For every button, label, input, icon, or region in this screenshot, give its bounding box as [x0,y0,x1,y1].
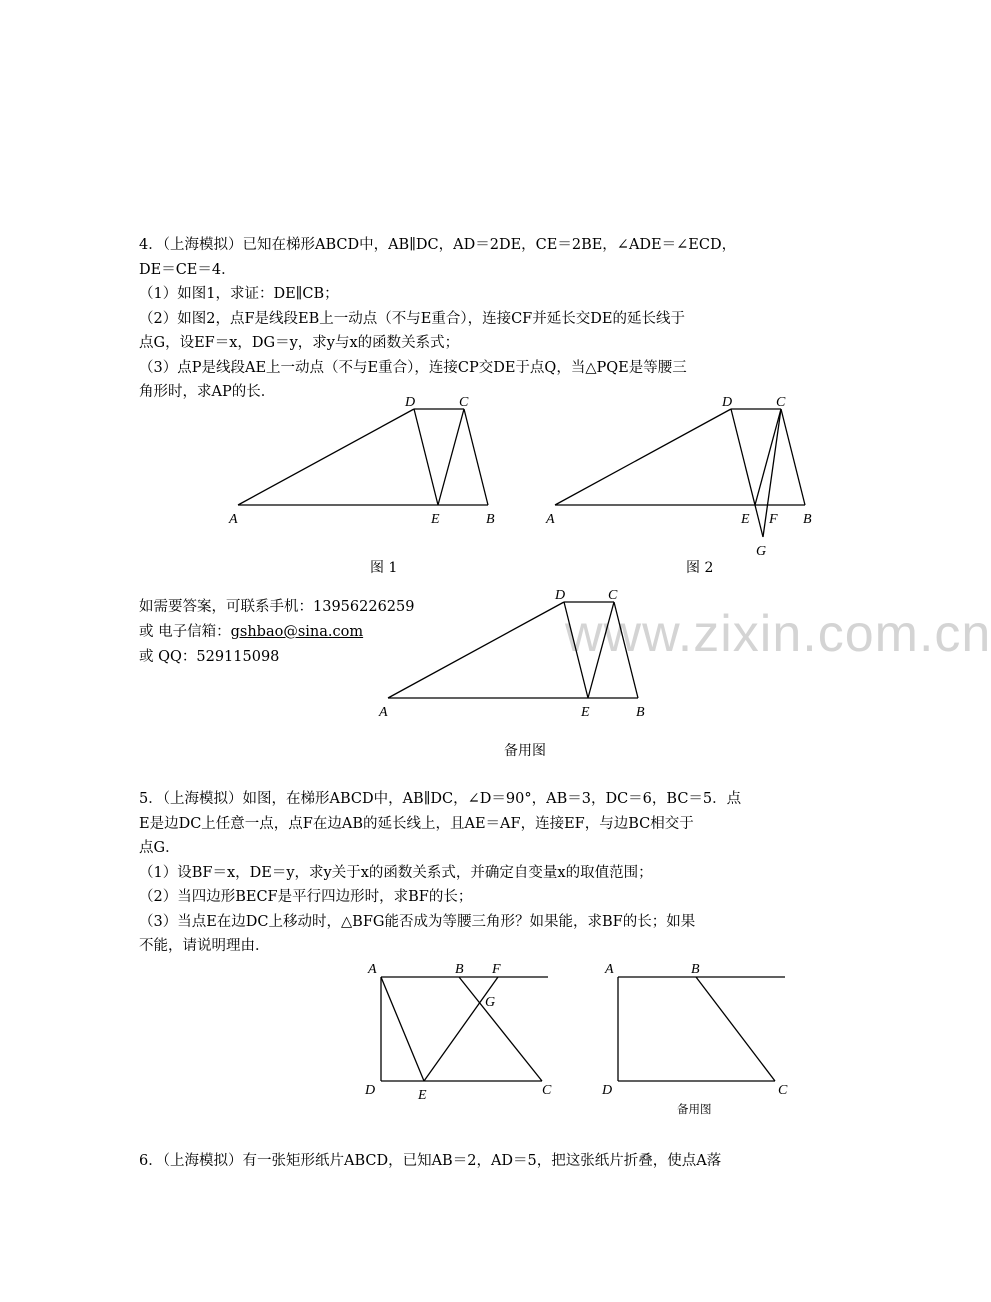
fig3-label-a: A [379,705,388,720]
fig5s-label-c: C [778,1083,788,1098]
fig3-label-d: D [555,588,566,603]
figure-5-trapezoid [381,977,548,1081]
figure-1-trapezoid [238,409,488,505]
figure-spare-trapezoid [388,602,638,698]
contact-email-line [139,622,363,642]
problem-6-text: 6．（上海模拟）有一张矩形纸片ABCD，已知AB＝2，AD＝5，把这张纸片折叠，使点A落 [139,1153,722,1169]
problem-4-line: 点G，设EF＝x，DG＝y，求y与x的函数关系式； [139,335,460,351]
problem-5-line: （3）当点E在边DC上移动时，△BFG能否成为等腰三角形？如果能，求BF的长；如果 [139,913,696,930]
fig2-label-d: D [722,395,733,410]
contact-email-prefix: 或 电子信箱： [139,624,231,640]
fig3-label-e: E [581,705,590,720]
fig5-label-b: B [455,962,464,977]
watermark: www.zixin.com.cn [565,605,991,663]
fig5s-label-d: D [602,1083,613,1098]
figure-1-caption: 图 1 [370,560,398,576]
figure-5-spare-caption: 备用图 [677,1102,712,1116]
problem-4-line: （2）如图2，点F是线段EB上一动点（不与E重合），连接CF并延长交DE的延长线于 [139,310,685,327]
fig1-label-e: E [431,512,440,527]
fig5-label-d: D [365,1083,376,1098]
problem-4-line: DE＝CE＝4． [139,261,236,278]
fig1-label-b: B [486,512,495,527]
problem-5-line: 不能，请说明理由． [139,938,270,954]
fig5-label-g: G [485,995,496,1010]
figure-spare-caption: 备用图 [504,743,546,759]
figure-5-spare-trapezoid [618,977,785,1081]
fig3-label-c: C [608,588,618,603]
fig2-label-e: E [741,512,750,527]
fig1-label-d: D [405,395,416,410]
fig5s-label-a: A [605,962,614,977]
problem-4-line: （1）如图1，求证：DE∥CB； [139,286,339,302]
contact-qq: 或 QQ：529115098 [139,649,280,665]
fig1-label-a: A [229,512,238,527]
problem-5-line: E是边DC上任意一点，点F在边AB的延长线上，且AE＝AF，连接EF，与边BC相交于 [139,815,694,832]
fig5s-label-b: B [691,962,700,977]
contact-phone: 如需要答案，可联系手机：13956226259 [139,599,415,615]
figure-2-trapezoid [555,409,805,537]
fig5-label-a: A [368,962,377,977]
problem-4-line: （3）点P是线段AE上一动点（不与E重合），连接CP交DE于点Q，当△PQE是等腰三 [139,359,687,376]
fig2-label-a: A [546,512,555,527]
problem-5-line: （2）当四边形BECF是平行四边形时，求BF的长； [139,889,473,905]
problem-5-line: （1）设BF＝x，DE＝y，求y关于x的函数关系式，并确定自变量x的取值范围； [139,864,653,881]
fig5-label-c: C [542,1083,552,1098]
figure-2-caption: 图 2 [686,560,714,576]
problem-5-line: 5．（上海模拟）如图，在梯形ABCD中，AB∥DC，∠D＝90°，AB＝3，DC＝6，BC＝5．点 [139,791,742,807]
problem-4-line: 4．（上海模拟）已知在梯形ABCD中，AB∥DC，AD＝2DE，CE＝2BE，∠ADE＝∠ECD， [139,237,737,253]
fig3-label-b: B [636,705,645,720]
contact-email-link[interactable]: gshbao@sina.com [230,624,364,640]
problem-5-line: 点G． [139,840,180,856]
fig5-label-e: E [418,1088,427,1103]
fig2-label-g: G [756,544,767,559]
problem-5-text [139,787,789,959]
fig2-label-b: B [803,512,812,527]
problem-4-line: 角形时，求AP的长． [139,384,276,400]
fig5-label-f: F [492,962,501,977]
fig2-label-c: C [776,395,786,410]
fig2-label-f: F [769,512,778,527]
fig1-label-c: C [459,395,469,410]
